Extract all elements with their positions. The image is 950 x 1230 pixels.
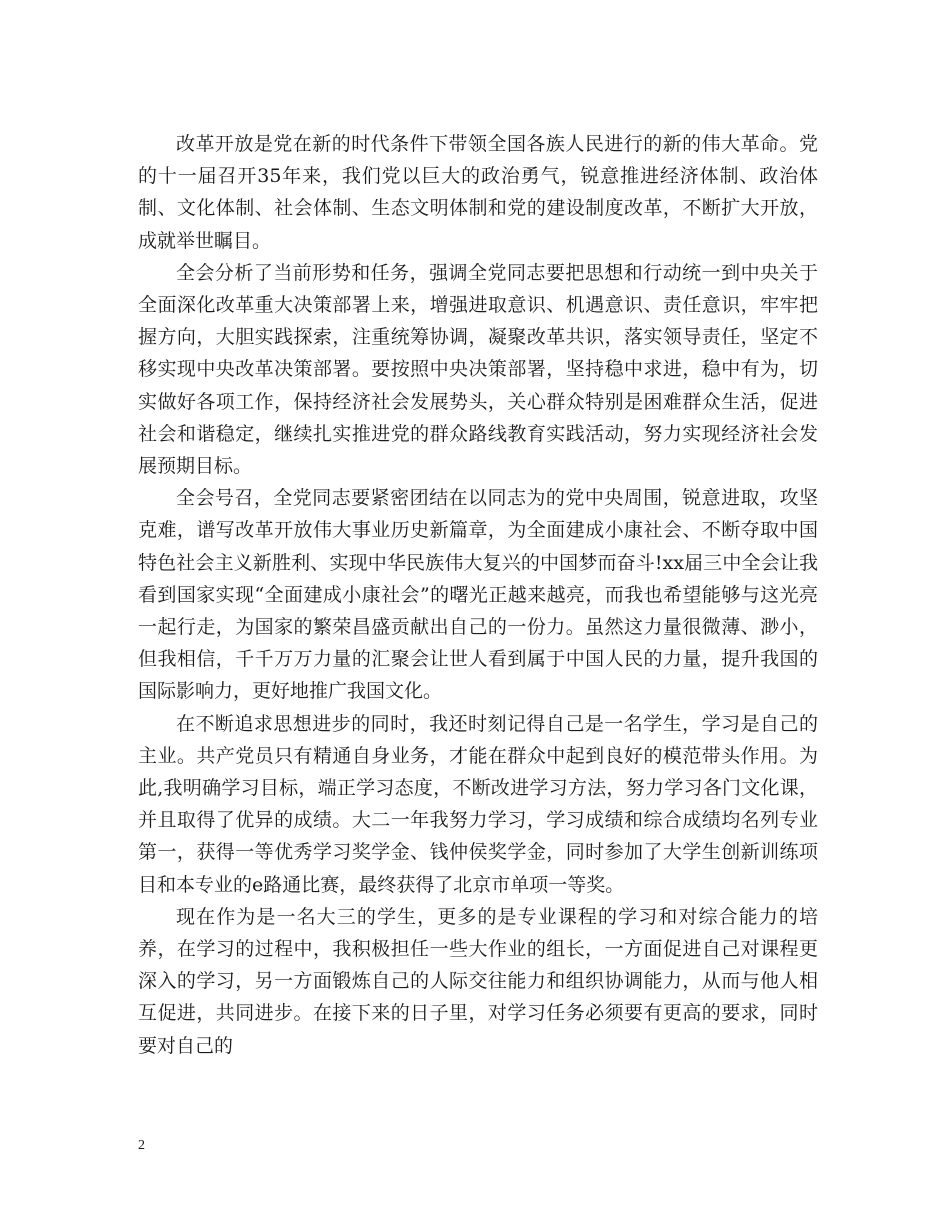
paragraph-2: 全会分析了当前形势和任务，强调全党同志要把思想和行动统一到中央关于全面深化改革重大决策部署上来，增强进取意识、机遇意识、责任意识，牢牢把握方向，大胆实践探索，注重统筹协调，凝聚改革共识，落实领导责任，坚定不移实现中央改革决策部署。要按照中央决策部署，坚持稳中求进，稳中有为，切实做好各项工作，保持经济社会发展势头，关心群众特别是困难群众生活，促进社会和谐稳定，继续扎实推进党的群众路线教育实践活动，努力实现经济社会发展预期目标。	[138, 261, 818, 478]
paragraph-4: 在不断追求思想进步的同时，我还时刻记得自己是一名学生，学习是自己的主业。共产党员只有精通自身业务，才能在群众中起到良好的模范带头作用。为此,我明确学习目标，端正学习态度，不断改进学习方法，努力学习各门文化课，并且取得了优异的成绩。大二一年我努力学习，学习成绩和综合成绩均名列专业第一，获得一等优秀学习奖学金、钱仲侯奖学金，同时参加了大学生创新训练项目和本专业的e路通比赛，最终获得了北京市单项一等奖。	[138, 712, 818, 896]
paragraph-3: 全会号召，全党同志要紧密团结在以同志为的党中央周围，锐意进取，攻坚克难，谱写改革开放伟大事业历史新篇章，为全面建成小康社会、不断夺取中国特色社会主义新胜利、实现中华民族伟大复兴的中国梦而奋斗!xx届三中全会让我看到国家实现“全面建成小康社会”的曙光正越来越亮，而我也希望能够与这光亮一起行走，为国家的繁荣昌盛贡献出自己的一份力。虽然这力量很微薄、渺小，但我相信，千千万万力量的汇聚会让世人看到属于中国人民的力量，提升我国的国际影响力，更好地推广我国文化。	[138, 487, 818, 703]
document-body	[138, 128, 818, 1062]
page-number: 2	[138, 1138, 145, 1153]
paragraph-1: 改革开放是党在新的时代条件下带领全国各族人民进行的新的伟大革命。党的十一届召开35年来，我们党以巨大的政治勇气，锐意推进经济体制、政治体制、文化体制、社会体制、生态文明体制和党的建设制度改革，不断扩大开放，成就举世瞩目。	[138, 133, 818, 252]
paragraph-5: 现在作为是一名大三的学生，更多的是专业课程的学习和对综合能力的培养，在学习的过程中，我积极担任一些大作业的组长，一方面促进自己对课程更深入的学习，另一方面锻炼自己的人际交往能力和组织协调能力，从而与他人相互促进，共同进步。在接下来的日子里，对学习任务必须要有更高的要求，同时要对自己的	[138, 905, 818, 1057]
